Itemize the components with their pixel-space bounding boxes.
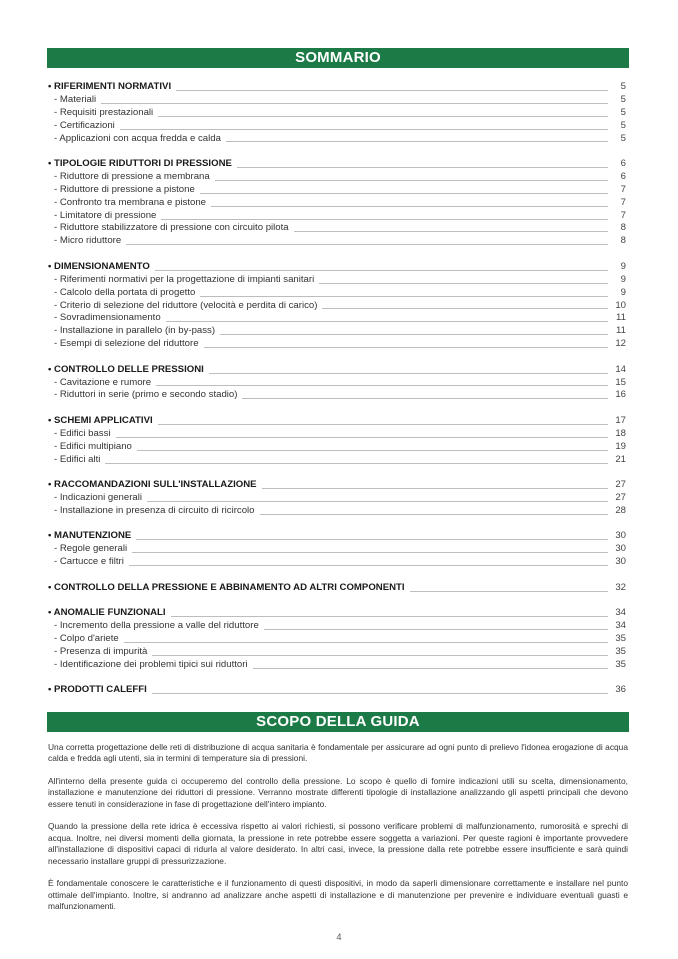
toc-section-entry[interactable] — [48, 415, 626, 428]
toc-subentry[interactable] — [48, 428, 626, 441]
toc-subentry-page: 34 — [615, 620, 626, 632]
toc-subentry-page: 30 — [615, 556, 626, 568]
dash-icon: - — [54, 492, 60, 503]
toc-subentry-page: 18 — [615, 427, 626, 439]
toc-subentry-page: 5 — [620, 132, 626, 144]
toc-subentry[interactable] — [48, 94, 626, 107]
toc-subentry-title: Installazione in presenza di circuito di ricircolo — [59, 504, 255, 516]
toc-section-entry-label — [48, 81, 176, 94]
toc-subentry-label — [48, 620, 264, 633]
leader-line — [176, 90, 608, 91]
toc-subentry[interactable] — [48, 633, 626, 646]
toc-subentry-label — [48, 235, 126, 248]
toc-subentry-title: Criterio di selezione del riduttore (velocità e perdita di carico) — [59, 299, 318, 311]
toc-section-entry-page: 34 — [615, 607, 626, 619]
toc-section-entry[interactable] — [48, 530, 626, 543]
toc-subentry[interactable] — [48, 505, 626, 518]
toc-subentry-label — [48, 556, 129, 569]
leader-line — [294, 231, 608, 232]
toc-subentry-label — [48, 133, 226, 146]
toc-subentry[interactable] — [48, 492, 626, 505]
toc-subentry-page: 28 — [615, 504, 626, 516]
toc-subentry[interactable] — [48, 543, 626, 556]
dash-icon: - — [54, 632, 60, 644]
leader-line — [322, 308, 608, 309]
dash-icon: - — [54, 556, 60, 568]
leader-line — [211, 206, 608, 207]
dash-icon: - — [54, 440, 60, 452]
bullet-icon: • — [48, 530, 55, 542]
toc-subentry-page: 9 — [620, 273, 626, 285]
leader-line — [132, 552, 608, 553]
toc-section-entry-title: TIPOLOGIE RIDUTTORI DI PRESSIONE — [54, 158, 232, 170]
leader-line — [200, 193, 608, 194]
toc-subentry-page: 35 — [615, 632, 626, 644]
toc-subentry-label — [48, 441, 137, 454]
toc-subentry-title: Cavitazione e rumore — [59, 376, 152, 388]
bullet-icon: • — [48, 581, 55, 593]
toc-section — [48, 415, 626, 467]
toc-subentry-label — [48, 428, 116, 441]
toc-subentry-label — [48, 389, 242, 402]
toc-subentry[interactable] — [48, 287, 626, 300]
leader-line — [158, 116, 608, 117]
toc-subentry[interactable] — [48, 377, 626, 390]
dash-icon: - — [54, 106, 60, 118]
toc-subentry-page: 5 — [620, 93, 626, 105]
dash-icon: - — [54, 620, 60, 632]
toc-subentry[interactable] — [48, 184, 626, 197]
toc-subentry-page: 5 — [620, 119, 626, 131]
bullet-icon: • — [48, 80, 55, 92]
toc-subentry[interactable] — [48, 338, 626, 351]
leader-line — [253, 668, 608, 669]
scope-body — [48, 742, 628, 924]
scope-paragraph: Quando la pressione della rete idrica è eccessiva rispetto ai valori richiesti, si possono verificare problemi di malfunzionamento, rumorosità e sprechi di acqua. Inoltre, nei diversi momenti della giornata, la pressione in rete potrebbe essere soggetta a variazioni. Per queste ragioni è importante provvedere all'installazione di dispositivi capaci di ridurla al valore desiderato. In altri casi, invece, la pressione dalla rete potrebbe essere insufficiente e sarà quindi necessario installare gruppi di pressurizzazione. — [48, 821, 628, 866]
toc-subentry-title: Identificazione dei problemi tipici sui riduttori — [59, 658, 248, 670]
toc-section-entry-label — [48, 158, 237, 171]
scope-paragraph: Una corretta progettazione delle reti di distribuzione di acqua sanitaria è fondamentale per assicurare ad ogni punto di prelievo l'idonea erogazione di acqua calda e fredda agli utenti, sia in termini di temperature sia di pressioni. — [48, 742, 628, 764]
leader-line — [136, 539, 608, 540]
dash-icon: - — [54, 273, 60, 285]
toc-subentry[interactable] — [48, 389, 626, 402]
dash-icon: - — [54, 543, 60, 555]
toc-subentry-title: Edifici bassi — [59, 427, 111, 439]
toc-subentry-label — [48, 107, 158, 120]
toc-subentry-label — [48, 300, 322, 313]
dash-icon: - — [54, 196, 60, 208]
toc-subentry-title: Esempi di selezione del riduttore — [59, 338, 199, 350]
dash-icon: - — [54, 299, 60, 311]
leader-line — [124, 642, 608, 643]
toc-section-entry-page: 5 — [620, 80, 626, 92]
dash-icon: - — [54, 376, 60, 388]
bullet-icon: • — [48, 607, 54, 619]
toc-subentry-label — [48, 492, 147, 505]
toc-subentry-title: Micro riduttore — [59, 235, 122, 247]
toc-subentry-title: Incremento della pressione a valle del riduttore — [59, 620, 259, 632]
toc-subentry-title: Indicazioni generali — [59, 492, 143, 503]
leader-line — [226, 141, 608, 142]
bullet-icon: • — [48, 479, 55, 491]
dash-icon: - — [54, 209, 60, 221]
toc-section-entry[interactable] — [48, 261, 626, 274]
toc-section-entry[interactable] — [48, 684, 626, 697]
toc-subentry-title: Riduttori in serie (primo e secondo stadio) — [59, 389, 238, 401]
toc-subentry-page: 35 — [615, 645, 626, 657]
toc-subentry[interactable] — [48, 441, 626, 454]
dash-icon: - — [54, 222, 60, 234]
leader-line — [242, 398, 608, 399]
toc-section-entry[interactable] — [48, 479, 626, 492]
leader-line — [171, 616, 608, 617]
toc-subentry-label — [48, 505, 260, 518]
toc-subentry[interactable] — [48, 197, 626, 210]
leader-line — [161, 219, 608, 220]
toc-section-entry-page: 27 — [615, 479, 626, 491]
bullet-icon: • — [48, 414, 55, 426]
leader-line — [126, 244, 608, 245]
toc-subentry-page: 16 — [615, 389, 626, 401]
leader-line — [147, 501, 608, 502]
toc-subentry[interactable] — [48, 274, 626, 287]
toc-section-entry-title: CONTROLLO DELLE PRESSIONI — [54, 363, 204, 375]
toc-title: SOMMARIO — [295, 49, 381, 66]
dash-icon: - — [54, 504, 60, 516]
toc-subentry-title: Limitatore di pressione — [59, 209, 157, 221]
toc-subentry[interactable] — [48, 235, 626, 248]
toc-subentry[interactable] — [48, 556, 626, 569]
toc-subentry-label — [48, 184, 200, 197]
toc-subentry-title: Materiali — [59, 93, 97, 105]
leader-line — [155, 270, 608, 271]
toc-subentry-title: Edifici alti — [59, 453, 101, 465]
leader-line — [209, 373, 608, 374]
toc-subentry[interactable] — [48, 171, 626, 184]
toc-subentry[interactable] — [48, 454, 626, 467]
toc-subentry-label — [48, 120, 120, 133]
toc-subentry[interactable] — [48, 107, 626, 120]
leader-line — [262, 488, 608, 489]
dash-icon: - — [54, 170, 60, 182]
toc-section-entry-title: PRODOTTI CALEFFI — [54, 684, 147, 696]
dash-icon: - — [54, 119, 60, 131]
toc-section-entry-title: MANUTENZIONE — [54, 530, 132, 542]
leader-line — [156, 385, 608, 386]
toc-subentry-title: Requisiti prestazionali — [59, 106, 154, 118]
table-of-contents — [48, 81, 626, 710]
toc-section-entry-label — [48, 582, 410, 595]
toc-subentry-title: Riduttore di pressione a pistone — [59, 183, 195, 195]
page-number: 4 — [336, 932, 342, 942]
toc-section — [48, 479, 626, 518]
leader-line — [152, 693, 608, 694]
toc-subentry-title: Sovradimensionamento — [59, 312, 161, 324]
toc-subentry-title: Edifici multipiano — [59, 440, 132, 452]
scope-title: SCOPO DELLA GUIDA — [256, 713, 420, 730]
toc-section-entry-page: 6 — [620, 158, 626, 170]
toc-section-entry-title: RACCOMANDAZIONI SULL'INSTALLAZIONE — [54, 479, 257, 491]
toc-section — [48, 582, 626, 595]
toc-subentry-page: 7 — [620, 209, 626, 221]
toc-subentry[interactable] — [48, 223, 626, 236]
toc-subentry-title: Colpo d'ariete — [59, 632, 119, 644]
toc-subentry-label — [48, 325, 220, 338]
toc-subentry[interactable] — [48, 659, 626, 672]
leader-line — [120, 129, 608, 130]
dash-icon: - — [54, 132, 60, 144]
leader-line — [237, 167, 608, 168]
dash-icon: - — [54, 453, 60, 465]
toc-subentry[interactable] — [48, 325, 626, 338]
toc-section-entry[interactable] — [48, 582, 626, 595]
leader-line — [215, 180, 608, 181]
toc-subentry-label — [48, 171, 215, 184]
toc-subentry[interactable] — [48, 133, 626, 146]
toc-subentry-page: 35 — [615, 658, 626, 670]
toc-section — [48, 81, 626, 145]
toc-subentry-title: Riduttore di pressione a membrana — [59, 170, 210, 182]
toc-subentry[interactable] — [48, 120, 626, 133]
toc-section-entry-page: 36 — [615, 684, 626, 696]
toc-subentry-title: Installazione in parallelo (in by-pass) — [59, 325, 216, 337]
toc-section-entry-title: CONTROLLO DELLA PRESSIONE E ABBINAMENTO AD ALTRI COMPONENTI — [54, 581, 405, 593]
toc-section-entry-label — [48, 607, 171, 620]
leader-line — [220, 334, 608, 335]
dash-icon: - — [54, 645, 60, 657]
toc-subentry-page: 10 — [615, 299, 626, 311]
dash-icon: - — [54, 93, 60, 105]
toc-subentry-page: 9 — [620, 286, 626, 298]
toc-subentry[interactable] — [48, 210, 626, 223]
toc-section-entry-label — [48, 415, 158, 428]
leader-line — [410, 591, 608, 592]
toc-subentry-label — [48, 312, 166, 325]
toc-subentry-label — [48, 633, 124, 646]
toc-section — [48, 530, 626, 569]
toc-subentry-page: 15 — [615, 376, 626, 388]
toc-subentry-page: 27 — [615, 492, 626, 503]
toc-subentry-title: Cartucce e filtri — [59, 556, 124, 568]
dash-icon: - — [54, 235, 60, 247]
toc-section-entry-title: RIFERIMENTI NORMATIVI — [54, 80, 172, 92]
toc-subentry-label — [48, 646, 152, 659]
toc-subentry-label — [48, 274, 319, 287]
scope-paragraph: È fondamentale conoscere le caratteristiche e il funzionamento di questi dispositivi, in modo da saperli dimensionare correttamente e installare nel punto ottimale dell'impianto. Inoltre, si andranno ad analizzare anche aspetti di installazione e di manutenzione per prevenire e individuare eventuali guasti e malfunzionamenti. — [48, 878, 628, 912]
leader-line — [152, 655, 608, 656]
leader-line — [264, 629, 608, 630]
leader-line — [129, 565, 608, 566]
toc-header-bar — [47, 48, 629, 68]
toc-subentry[interactable] — [48, 312, 626, 325]
toc-subentry-label — [48, 659, 253, 672]
toc-subentry-page: 21 — [615, 453, 626, 465]
toc-subentry-page: 19 — [615, 440, 626, 452]
toc-section-entry-title: ANOMALIE FUNZIONALI — [53, 607, 166, 619]
toc-section-entry[interactable] — [48, 158, 626, 171]
toc-subentry-title: Riduttore stabilizzatore di pressione con circuito pilota — [59, 222, 289, 234]
leader-line — [101, 103, 608, 104]
leader-line — [137, 450, 608, 451]
toc-section-entry-title: DIMENSIONAMENTO — [54, 260, 150, 272]
toc-section — [48, 607, 626, 671]
scope-header-bar — [47, 712, 629, 732]
leader-line — [116, 437, 608, 438]
dash-icon: - — [54, 338, 60, 350]
toc-subentry-label — [48, 454, 105, 467]
toc-subentry-label — [48, 197, 211, 210]
toc-section-entry-page: 17 — [615, 414, 626, 426]
dash-icon: - — [54, 286, 60, 298]
leader-line — [166, 321, 608, 322]
toc-subentry-label — [48, 210, 161, 223]
toc-subentry-label — [48, 94, 101, 107]
dash-icon: - — [54, 325, 60, 337]
toc-section-entry-page: 30 — [615, 530, 626, 542]
toc-subentry-title: Presenza di impurità — [59, 645, 148, 657]
leader-line — [319, 283, 608, 284]
toc-section-entry[interactable] — [48, 81, 626, 94]
toc-subentry-page: 6 — [620, 170, 626, 182]
toc-subentry[interactable] — [48, 300, 626, 313]
toc-section — [48, 364, 626, 403]
toc-subentry-page: 11 — [616, 325, 626, 337]
toc-subentry-page: 11 — [616, 312, 626, 324]
toc-section — [48, 158, 626, 248]
toc-subentry[interactable] — [48, 620, 626, 633]
toc-section-entry-label — [48, 261, 155, 274]
toc-section-entry[interactable] — [48, 607, 626, 620]
toc-section-entry-title: SCHEMI APPLICATIVI — [54, 414, 153, 426]
toc-subentry-page: 5 — [620, 106, 626, 118]
toc-section-entry-page: 32 — [615, 581, 626, 593]
toc-subentry-label — [48, 222, 294, 235]
toc-subentry-page: 30 — [615, 543, 626, 555]
toc-subentry-title: Riferimenti normativi per la progettazione di impianti sanitari — [59, 273, 315, 285]
toc-subentry-page: 7 — [620, 196, 626, 208]
toc-subentry-title: Regole generali — [59, 543, 128, 555]
toc-subentry-label — [48, 287, 200, 300]
toc-subentry-title: Certificazioni — [59, 119, 115, 131]
toc-subentry-title: Confronto tra membrana e pistone — [59, 196, 206, 208]
leader-line — [158, 424, 608, 425]
leader-line — [105, 463, 608, 464]
dash-icon: - — [54, 183, 60, 195]
leader-line — [200, 296, 608, 297]
toc-subentry-page: 7 — [620, 183, 626, 195]
toc-subentry-page: 8 — [620, 235, 626, 247]
toc-subentry-label — [48, 377, 156, 390]
toc-section-entry-page: 14 — [615, 363, 626, 375]
toc-subentry-title: Applicazioni con acqua fredda e calda — [59, 132, 221, 144]
toc-subentry-page: 12 — [615, 338, 626, 350]
toc-section-entry-label — [48, 530, 136, 543]
bullet-icon: • — [48, 684, 55, 696]
dash-icon: - — [54, 658, 60, 670]
toc-section-entry-page: 9 — [620, 260, 626, 272]
scope-paragraph: All'interno della presente guida ci occuperemo del controllo della pressione. Lo scopo è quello di fornire indicazioni utili su scelta, dimensionamento, installazione e manutenzione dei riduttori di pressione. Verranno mostrate differenti tipologie di installazione analizzando gli aspetti principali che devono essere tenuti in considerazione in fase di progettazione dell'intero impianto. — [48, 776, 628, 809]
toc-subentry[interactable] — [48, 646, 626, 659]
toc-section-entry[interactable] — [48, 364, 626, 377]
toc-subentry-label — [48, 543, 132, 556]
bullet-icon: • — [48, 363, 55, 375]
toc-section-entry-label — [48, 684, 152, 697]
dash-icon: - — [54, 389, 60, 401]
leader-line — [260, 514, 608, 515]
bullet-icon: • — [48, 158, 55, 170]
dash-icon: - — [54, 427, 60, 439]
leader-line — [204, 347, 608, 348]
dash-icon: - — [54, 312, 60, 324]
toc-section — [48, 261, 626, 351]
toc-subentry-title: Calcolo della portata di progetto — [59, 286, 196, 298]
bullet-icon: • — [48, 260, 55, 272]
toc-section-entry-label — [48, 364, 209, 377]
toc-subentry-page: 8 — [620, 222, 626, 234]
toc-subentry-label — [48, 338, 204, 351]
toc-section — [48, 684, 626, 697]
toc-section-entry-label — [48, 479, 262, 492]
